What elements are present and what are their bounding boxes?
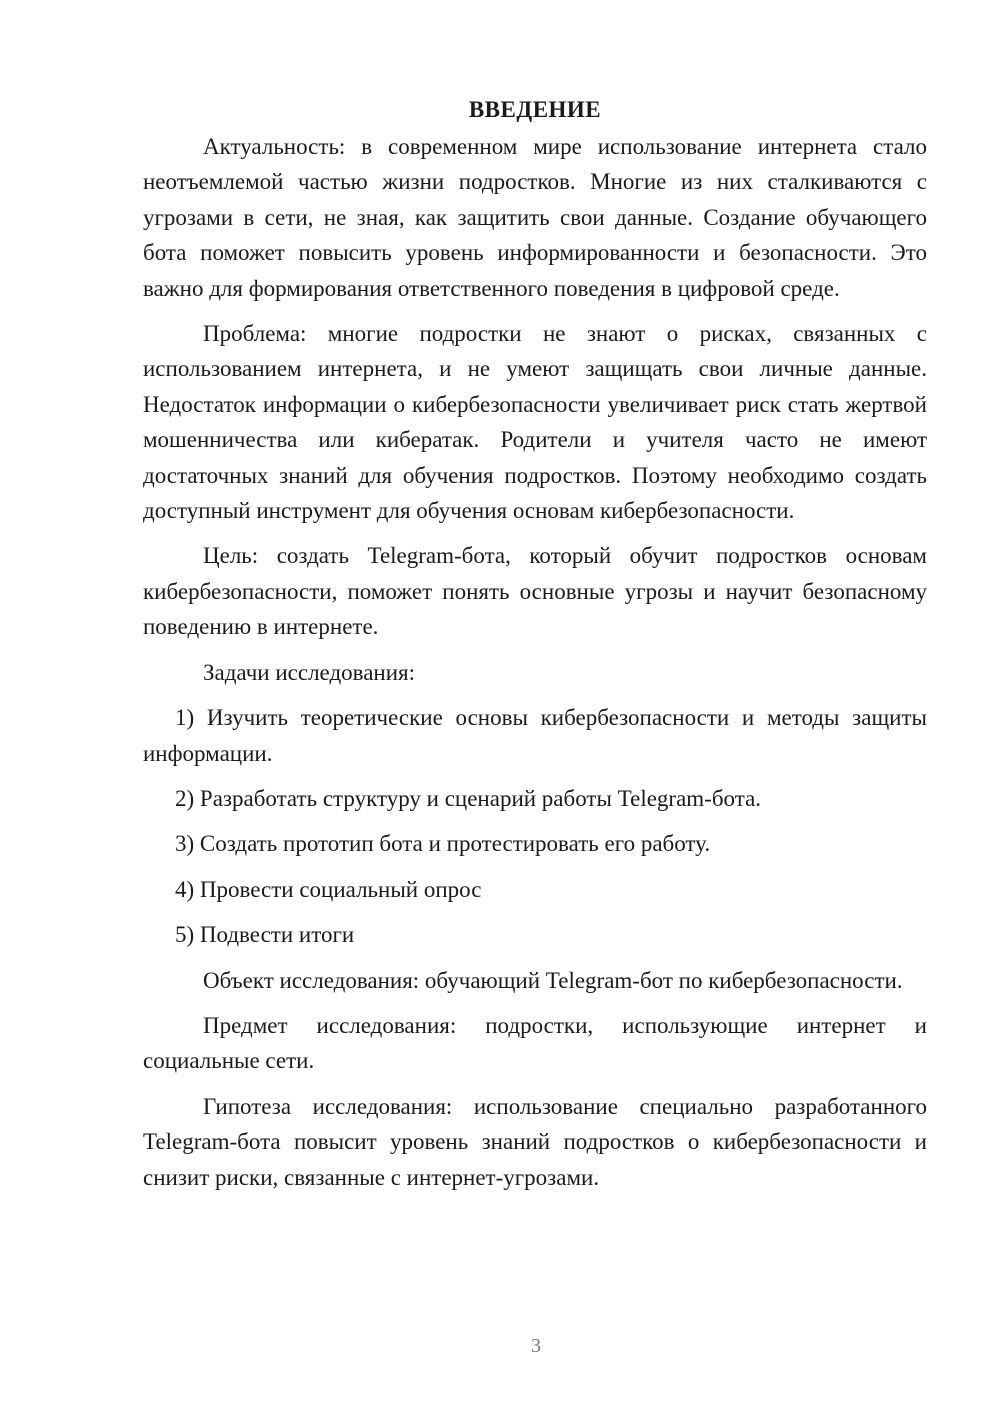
task-item-3: 3) Создать прототип бота и протестировать его работу. xyxy=(175,831,711,857)
paragraph-object: Объект исследования: обучающий Telegram-бот по кибербезопасности. xyxy=(203,967,903,993)
page-content xyxy=(143,95,927,1205)
task-item-2: 2) Разработать структуру и сценарий работы Telegram-бота. xyxy=(175,785,762,811)
page-title: ВВЕДЕНИЕ xyxy=(468,97,602,122)
paragraph-hypothesis: Гипотеза исследования: использование специально разработанного Telegram-бота повысит уровень знаний подростков о кибербезопасности и снизит риски, связанные с интернет-угрозами. xyxy=(143,1093,927,1190)
paragraph-goal: Цель: создать Telegram-бота, который обучит подростков основам кибербезопасности, поможет понять основные угрозы и научит безопасному поведению в интернете. xyxy=(143,543,927,640)
paragraph-problem: Проблема: многие подростки не знают о рисках, связанных с использованием интернета, и не умеют защищать свои личные данные. Недостаток информации о кибербезопасности увеличивает риск стать жертвой мошенничества или кибератак. Родители и учителя часто не имеют достаточных знаний для обучения подростков. Поэтому необходимо создать доступный инструмент для обучения основам кибербезопасности. xyxy=(143,321,927,524)
page-number: 3 xyxy=(531,1335,541,1357)
task-item-1: 1) Изучить теоретические основы кибербезопасности и методы защиты информации. xyxy=(143,705,927,766)
paragraph-subject: Предмет исследования: подростки, использующие интернет и социальные сети. xyxy=(143,1012,927,1074)
task-item-5: 5) Подвести итоги xyxy=(175,922,355,948)
paragraph-tasks-heading: Задачи исследования: xyxy=(203,659,416,685)
task-item-4: 4) Провести социальный опрос xyxy=(175,876,482,902)
paragraph-relevance: Актуальность: в современном мире использование интернета стало неотъемлемой частью жизни подростков. Многие из них сталкиваются с угрозами в сети, не зная, как защитить свои данные. Создание обучающего бота поможет повысить уровень информированности и безопасности. Это важно для формирования ответственного поведения в цифровой среде. xyxy=(143,134,927,301)
